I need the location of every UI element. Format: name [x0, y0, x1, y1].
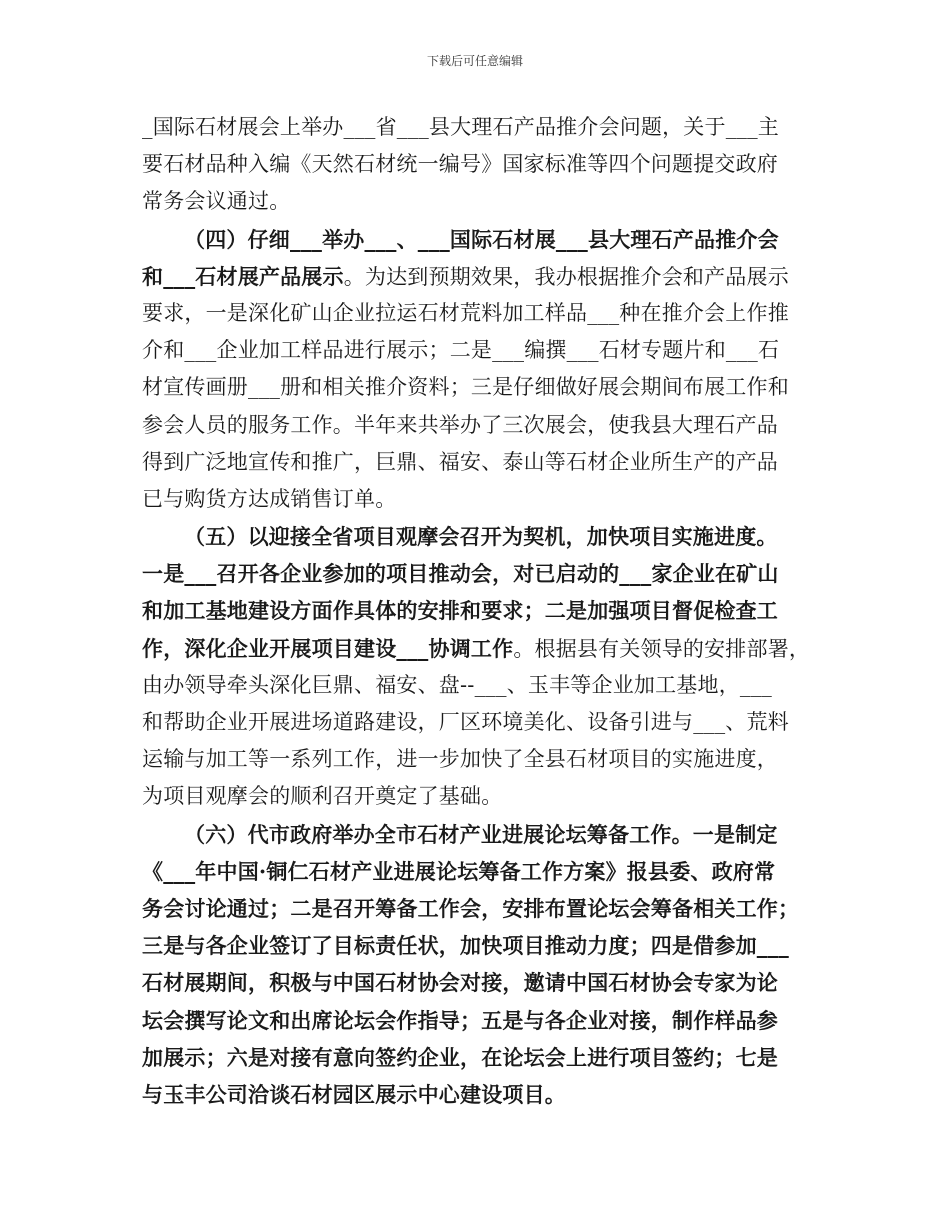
section-heading-4-cont: 和___石材展产品展示: [142, 263, 344, 289]
text-line: 《___年中国·铜仁石材产业进展论坛筹备工作方案》报县委、政府常: [142, 858, 776, 884]
text-segment-bold: 作，深化企业开展项目建设___协调工作: [142, 635, 514, 661]
text-line: [142, 258, 822, 295]
text-line: 坛会撰写论文和出席论坛会作指导；五是与各企业对接，制作样品参: [142, 1007, 778, 1033]
text-line: 已与购货方达成销售订单。: [142, 486, 397, 511]
text-line: 要石材品种入编《天然石材统一编号》国家标准等四个问题提交政府: [142, 152, 778, 177]
text-line: 石材展期间，积极与中国石材协会对接，邀请中国石材协会专家为论: [142, 970, 778, 996]
section-heading-4: （四）仔细___举办___、___国际石材展___县大理石产品推介会: [184, 226, 779, 252]
section-heading-6: （六）代市政府举办全市石材产业进展论坛筹备工作。一是制定: [184, 821, 778, 847]
text-line: 材宣传画册___册和相关推介资料；三是仔细做好展会期间布展工作和: [142, 375, 789, 400]
text-line: 加展示；六是对接有意向签约企业，在论坛会上进行项目签约；七是: [142, 1044, 778, 1070]
text-line: 一是___召开各企业参加的项目推动会，对已启动的___家企业在矿山: [142, 561, 779, 587]
text-line: _国际石材展会上举办___省___县大理石产品推介会问题，关于___主: [142, 115, 779, 139]
text-segment: 。根据县有关领导的安排部署，: [513, 636, 811, 661]
text-line: 得到广泛地宣传和推广，巨鼎、福安、泰山等石材企业所生产的产品: [142, 449, 778, 474]
text-line: [142, 630, 822, 667]
text-line: 务会讨论通过；二是召开筹备工作会，安排布置论坛会筹备相关工作；: [142, 895, 800, 921]
page-header: 下载后可任意编辑: [426, 54, 523, 68]
text-line: 与玉丰公司洽谈石材园区展示中心建设项目。: [142, 1081, 566, 1107]
text-line: 参会人员的服务工作。半年来共举办了三次展会，使我县大理石产品: [142, 412, 778, 437]
text-line: 三是与各企业签订了目标责任状，加快项目推动力度；四是借参加___: [142, 933, 789, 959]
text-segment: 。为达到预期效果，我办根据推介会和产品展示: [343, 264, 789, 289]
text-line: 常务会议通过。: [142, 189, 291, 214]
text-line: 介和___企业加工样品进行展示；二是___编撰___石材专题片和___石: [142, 338, 780, 363]
text-line: 由办领导牵头深化巨鼎、福安、盘--___、玉丰等企业加工基地，___: [142, 672, 772, 697]
text-line: 为项目观摩会的顺利召开奠定了基础。: [142, 784, 503, 809]
text-line: 运输与加工等一系列工作，进一步加快了全县石材项目的实施进度，: [142, 747, 778, 772]
text-line: 和加工基地建设方面作具体的安排和要求；二是加强项目督促检查工: [142, 598, 778, 624]
document-body: [142, 109, 822, 1113]
text-line: 要求，一是深化矿山企业拉运石材荒料加工样品___种在推介会上作推: [142, 300, 789, 325]
section-heading-5: （五）以迎接全省项目观摩会召开为契机，加快项目实施进度。: [184, 524, 778, 550]
text-line: 和帮助企业开展进场道路建设，厂区环境美化、设备引进与___、荒料: [142, 710, 789, 734]
